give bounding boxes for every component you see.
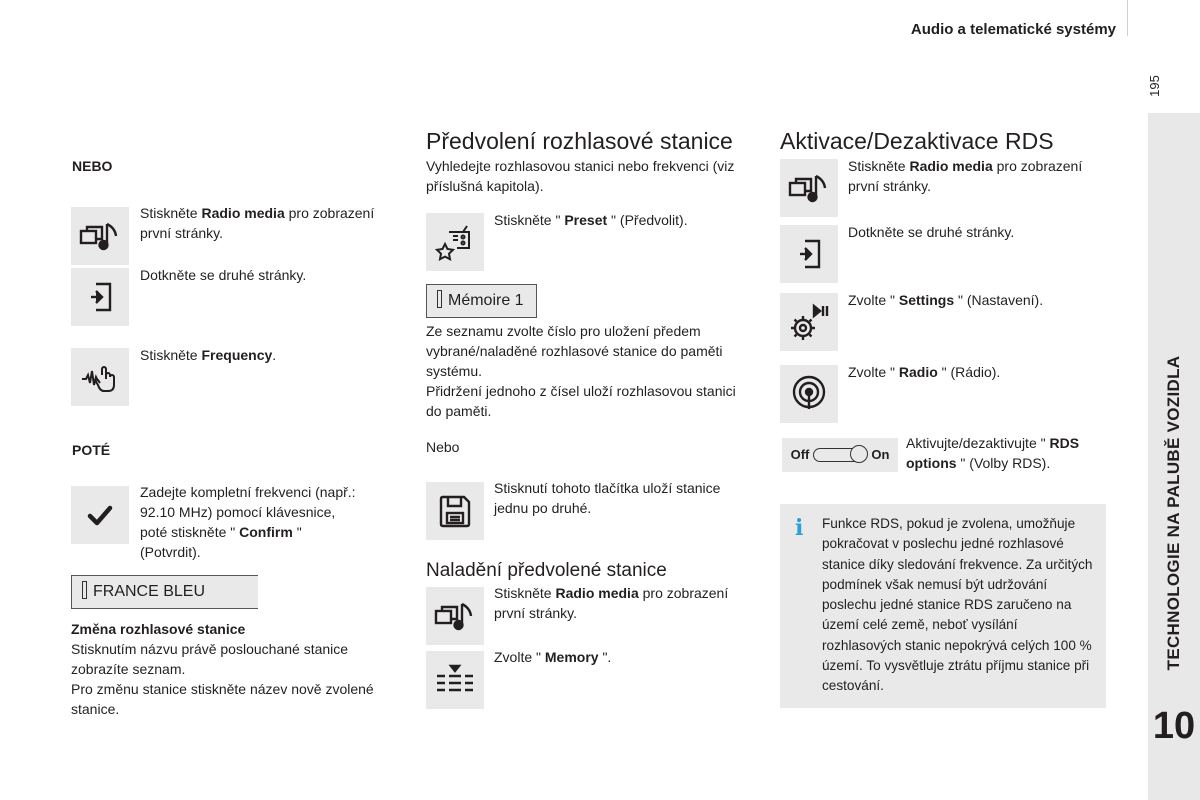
toggle-on-label: On — [871, 447, 890, 462]
memory-list-icon — [426, 651, 484, 709]
preset-title: Předvolení rozhlasové stanice — [426, 128, 733, 154]
preset-star-icon — [426, 213, 484, 271]
col3-step5: Aktivujte/dezaktivujte " RDS options " (Volby RDS). — [906, 435, 1080, 471]
rds-info-text: Funkce RDS, pokud je zvolena, umožňuje pokračovat v poslechu jedné rozhlasové stanice díky sledování frekvence. Za určitých podmínek však nemusí být udržování poslechu jedné stanice RDS zaručeno na území celé země, neboť vysílání rozhlasových stanic nepokrývá celých 100 % území. To vysvětluje ztrátu příjmu stanice při cestování. — [822, 516, 1093, 694]
frequency-icon — [71, 348, 129, 406]
col1-step3: Stiskněte Frequency. — [140, 347, 277, 363]
header-divider — [1127, 0, 1128, 36]
chapter-number: 10 — [1152, 705, 1196, 747]
col3-step1: Stiskněte Radio media pro zobrazení první stránky. — [848, 158, 1083, 194]
running-header: Audio a telematické systémy — [910, 21, 1116, 38]
pote-label: POTÉ — [72, 442, 111, 458]
col2-nebo: Nebo — [426, 439, 460, 455]
toggle-knob — [850, 445, 868, 463]
second-page-icon — [71, 268, 129, 326]
text-cursor-icon — [82, 581, 87, 599]
station-display: FRANCE BLEU — [71, 575, 258, 609]
preset-description: Ze seznamu zvolte číslo pro uložení předem vybrané/naladěné rozhlasové stanice do paměti systému. Přidržení jednoho z čísel uloží rozhlasovou stanici do paměti. — [426, 323, 736, 419]
section-title: TECHNOLOGIE NA PALUBĚ VOZIDLA — [1164, 355, 1183, 671]
toggle-track — [813, 448, 867, 462]
toggle-off-label: Off — [790, 447, 810, 462]
confirm-check-icon — [71, 486, 129, 544]
radio-media-icon — [780, 159, 838, 217]
col1-step2: Dotkněte se druhé stránky. — [140, 267, 307, 283]
col3-step2: Dotkněte se druhé stránky. — [848, 224, 1015, 240]
radio-media-icon — [426, 587, 484, 645]
info-icon: i — [795, 515, 804, 541]
tune-preset-title: Naladění předvolené stanice — [426, 560, 667, 581]
rds-info-box — [780, 504, 1106, 708]
save-floppy-icon — [426, 482, 484, 540]
rds-title: Aktivace/Dezaktivace RDS — [780, 128, 1054, 154]
radio-broadcast-icon — [780, 365, 838, 423]
nebo-label: NEBO — [72, 158, 113, 174]
change-station-section: Změna rozhlasové stanice Stisknutím názvu právě poslouchané stanice zobrazíte seznam. Pro změnu stanice stiskněte název nově zvolené stanice. — [71, 621, 374, 717]
text-cursor-icon — [437, 290, 442, 308]
page-number: 195 — [1147, 75, 1162, 97]
col2-step1: Stiskněte " Preset " (Předvolit). — [494, 212, 688, 228]
preset-intro: Vyhledejte rozhlasovou stanici nebo frekvenci (viz příslušná kapitola). — [426, 158, 735, 194]
second-page-icon — [780, 225, 838, 283]
col2-step2: Stisknutí tohoto tlačítka uloží stanice jednu po druhé. — [494, 480, 721, 516]
col3-step3: Zvolte " Settings " (Nastavení). — [848, 292, 1044, 308]
col2-step4: Zvolte " Memory ". — [494, 649, 612, 665]
rds-toggle — [782, 438, 898, 472]
chapter-sidebar — [1148, 113, 1200, 800]
col1-step4: Zadejte kompletní frekvenci (např.: 92.10 MHz) pomocí klávesnice, poté stiskněte " Confirm " (Potvrdit). — [140, 484, 356, 560]
settings-gear-icon — [780, 293, 838, 351]
radio-media-icon — [71, 207, 129, 265]
memory-display: Mémoire 1 — [426, 284, 537, 318]
col1-step1: Stiskněte Radio media pro zobrazení první stránky. — [140, 205, 375, 241]
change-station-title: Změna rozhlasové stanice — [71, 621, 246, 637]
col2-step3: Stiskněte Radio media pro zobrazení první stránky. — [494, 585, 729, 621]
col3-step4: Zvolte " Radio " (Rádio). — [848, 364, 1001, 380]
